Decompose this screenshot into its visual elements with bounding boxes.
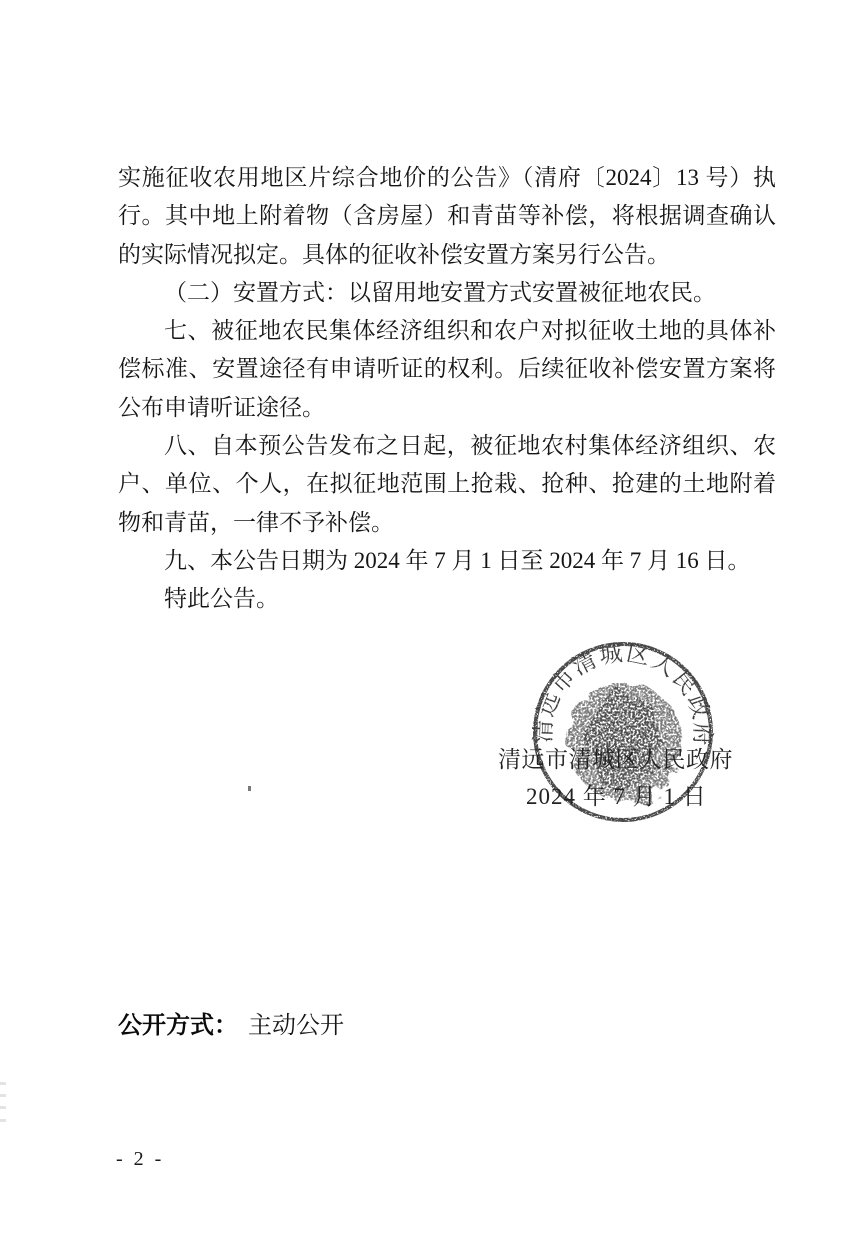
- scan-artifact: [0, 1094, 6, 1097]
- publicity-value: 主动公开: [248, 1013, 344, 1039]
- body-line-1: 实施征收农用地区片综合地价的公告》（清府〔2024〕13 号）执: [118, 165, 776, 190]
- body-line-11: 九、本公告日期为 2024 年 7 月 1 日至 2024 年 7 月 16 日。: [164, 547, 751, 573]
- body-line-8: 八、自本预公告发布之日起，被征地农村集体经济组织、农: [164, 433, 776, 459]
- seal-arc-text: 清远市清城区人民政府: [530, 640, 716, 748]
- scan-artifact: [0, 1119, 6, 1122]
- body-line-10: 物和青苗，一律不予补偿。: [118, 509, 394, 535]
- body-line-7: 公布申请听证途径。: [118, 394, 325, 420]
- body-line-4: （二）安置方式：以留用地安置方式安置被征地农民。: [164, 279, 716, 305]
- body-line-6: 偿标准、安置途径有申请听证的权利。后续征收补偿安置方案将: [118, 356, 776, 382]
- signature-date: 2024 年 7 月 1 日: [526, 784, 707, 809]
- announcement-body: [118, 159, 776, 619]
- page-number: - 2 -: [116, 1148, 165, 1170]
- publicity-row: [118, 1005, 344, 1040]
- scan-artifact: [0, 1106, 6, 1109]
- scan-artifact: [0, 1082, 6, 1085]
- body-line-3: 的实际情况拟定。具体的征收补偿安置方案另行公告。: [118, 241, 670, 267]
- body-line-2: 行。其中地上附着物（含房屋）和青苗等补偿，将根据调查确认: [118, 203, 776, 229]
- publicity-label: 公开方式：: [118, 1012, 238, 1039]
- signature-issuer: 清远市清城区人民政府: [498, 747, 733, 772]
- body-line-5: 七、被征地农民集体经济组织和农户对拟征收土地的具体补: [164, 318, 776, 344]
- ink-speck: [248, 786, 251, 791]
- body-line-9: 户、单位、个人，在拟征地范围上抢栽、抢种、抢建的土地附着: [118, 471, 776, 497]
- body-line-12: 特此公告。: [164, 586, 279, 612]
